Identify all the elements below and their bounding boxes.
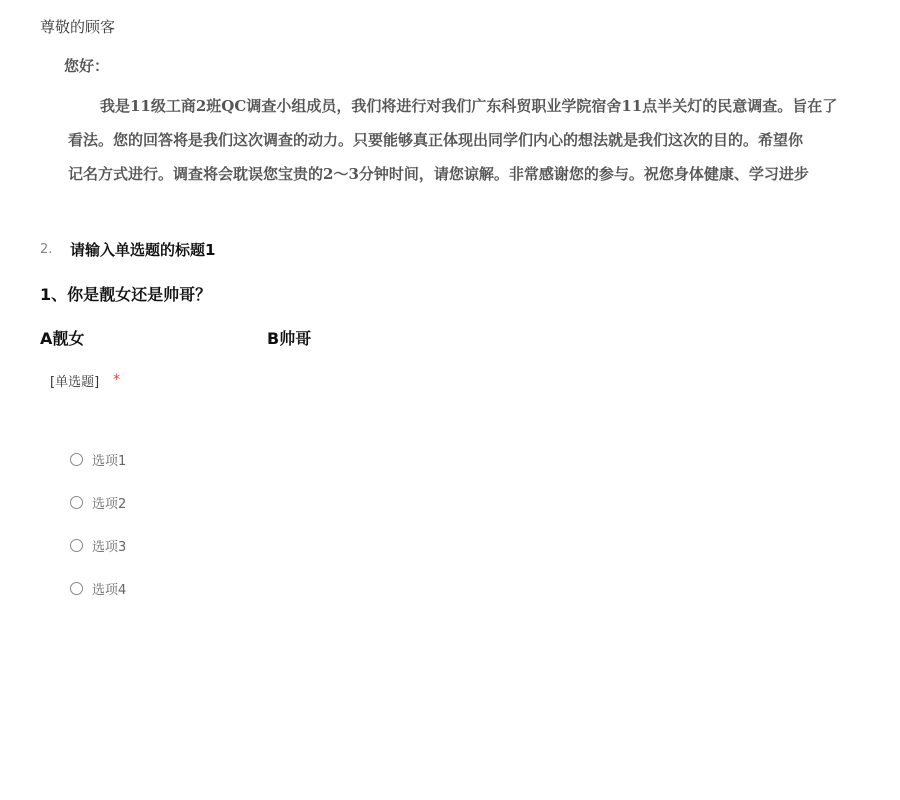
choice-b-text: B帅哥 <box>267 329 312 348</box>
options-list <box>70 438 880 610</box>
radio-icon[interactable] <box>70 539 83 552</box>
radio-icon[interactable] <box>70 496 83 509</box>
intro-line: 记名方式进行。调查将会耽误您宝贵的2～3分钟时间，请您谅解。非常感谢您的参与。祝您身体健康、学习进步 <box>68 165 809 183</box>
question-header <box>40 238 880 260</box>
choice-a-text: A靓女 <box>40 329 85 348</box>
option-4[interactable] <box>70 567 880 610</box>
question-number: 2. <box>40 241 53 257</box>
option-3[interactable] <box>70 524 880 567</box>
option-label[interactable]: 选项3 <box>92 540 127 555</box>
required-marker: * <box>113 372 121 388</box>
radio-icon[interactable] <box>70 582 83 595</box>
question-choices-text <box>40 326 880 348</box>
option-label[interactable]: 选项4 <box>92 583 127 598</box>
question-subtitle: 1、你是靓女还是帅哥？ <box>40 285 212 304</box>
question-type-label: [单选题] <box>50 374 100 390</box>
radio-icon[interactable] <box>70 453 83 466</box>
question-block <box>40 238 880 610</box>
intro-line: 我是11级工商2班QC调查小组成员，我们将进行对我们广东科贸职业学院宿舍11点半关灯的民意调查。旨在了 <box>100 97 838 115</box>
option-label[interactable]: 选项1 <box>92 454 127 469</box>
option-2[interactable] <box>70 481 880 524</box>
intro-hello: 您好： <box>64 57 110 75</box>
intro-text <box>40 55 900 191</box>
question-title: 请输入单选题的标题1 <box>70 240 216 259</box>
option-1[interactable] <box>70 438 880 481</box>
question-type-row <box>50 370 880 390</box>
greeting-salutation: 尊敬的顾客 <box>40 18 116 36</box>
option-label[interactable]: 选项2 <box>92 497 127 512</box>
intro-line: 看法。您的回答将是我们这次调查的动力。只要能够真正体现出同学们内心的想法就是我们这次的目的。希望你 <box>68 131 804 149</box>
